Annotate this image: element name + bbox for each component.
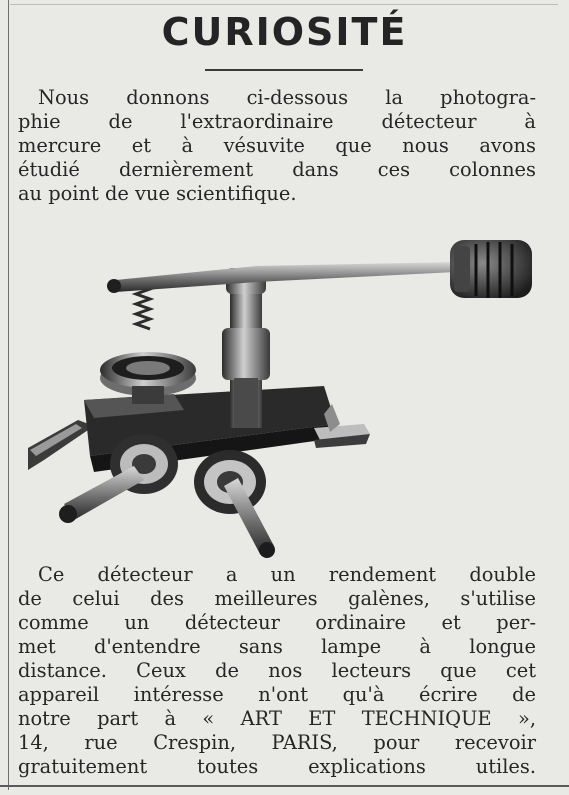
- body-line: comme un détecteur ordinaire et per-: [18, 611, 536, 634]
- adjusting-knob: [450, 240, 532, 298]
- body-line: met d'entendre sans lampe à longue: [18, 635, 536, 658]
- intro-line: Nous donnons ci-dessous la photogra-: [38, 86, 536, 109]
- adjusting-arm: [107, 262, 456, 293]
- column-rule-top: [10, 4, 558, 5]
- intro-paragraph: [18, 86, 536, 206]
- body-line: notre part à « ART ET TECHNIQUE »,: [18, 707, 536, 730]
- body-line: appareil intéresse n'ont qu'à écrire de: [18, 683, 536, 706]
- body-line: gratuitement toutes explications utiles.: [18, 755, 536, 778]
- left-terminal: [59, 434, 178, 523]
- intro-line: phie de l'extraordinaire détecteur à: [18, 110, 536, 133]
- body-line: Ce détecteur a un rendement double: [38, 563, 536, 586]
- body-line: distance. Ceux de nos lecteurs que cet: [18, 659, 536, 682]
- body-paragraph: [18, 563, 536, 779]
- headline: CURIOSITÉ: [161, 10, 408, 54]
- right-terminal: [194, 450, 275, 558]
- intro-line: étudié dernièrement dans ces colonnes: [18, 158, 536, 181]
- left-contact-strip: [28, 420, 94, 470]
- intro-line: au point de vue scientifique.: [18, 182, 297, 205]
- column-rule-left: [8, 0, 9, 790]
- body-line: de celui des meilleures galènes, s'utilise: [18, 587, 536, 610]
- contact-spring: [136, 284, 150, 329]
- body-line: 14, rue Crespin, PARIS, pour recevoir: [18, 731, 536, 754]
- intro-line: mercure et à vésuvite que nous avons: [18, 134, 536, 157]
- column-rule-bottom: [0, 785, 569, 787]
- headline-underline: [205, 69, 363, 71]
- detector-photo: [24, 228, 544, 558]
